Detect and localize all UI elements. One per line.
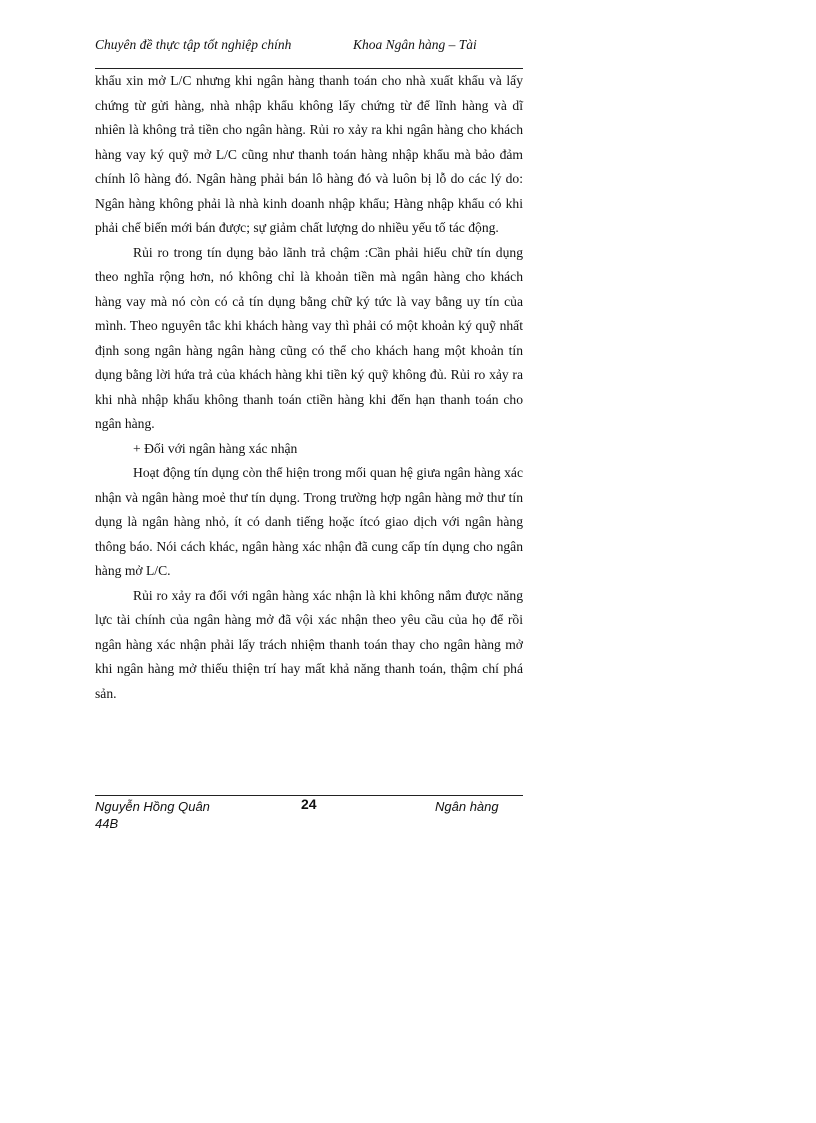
header-faculty: Khoa Ngân hàng – Tài [353,37,477,52]
document-page [95,0,523,1123]
paragraph-import-risk-continued: khẩu xin mở L/C nhưng khi ngân hàng thanh toán cho nhà xuất khẩu và lấy chứng từ gửi hàng, nhà nhập khẩu không lấy chứng từ để lĩnh hàng và dĩ nhiên là không trả tiền cho ngân hàng. Rủi ro xảy ra khi ngân hàng cho khách hàng vay ký quỹ mở L/C cũng như thanh toán hàng nhập khẩu mà bảo đảm chính lô hàng đó. Ngân hàng phải bán lô hàng đó và luôn bị lỗ do các lý do: Ngân hàng không phải là nhà kinh doanh nhập khẩu; Hàng nhập khẩu có khi phải chế biến mới bán được; sự giảm chất lượng do nhiều yếu tố tác động. [95,73,523,235]
document-body [95,69,523,706]
footer-author: Nguyễn Hồng Quân 44B [95,799,210,831]
paragraph-confirming-bank-credit: Hoạt động tín dụng còn thể hiện trong mối quan hệ giưa ngân hàng xác nhận và ngân hàng moẻ thư tín dụng. Trong trường hợp ngân hàng mở thư tín dụng là ngân hàng nhỏ, ít có danh tiếng hoặc ítcó giao dịch với ngân hàng thông báo. Nói cách khác, ngân hàng xác nhận đã cung cấp tín dụng cho ngân hàng mở L/C. [95,465,523,578]
section-heading-confirming-bank: + Đối với ngân hàng xác nhận [133,440,298,456]
paragraph-confirming-bank-risk: Rủi ro xảy ra đối với ngân hàng xác nhận là khi không nắm được năng lực tài chính của ngân hàng mở đã vội xác nhận theo yêu cầu của họ để rồi ngân hàng xác nhận phải lấy trách nhiệm thanh toán thay cho ngân hàng mở khi ngân hàng mở thiếu thiện trí hay mất khả năng thanh toán, thậm chí phá sản. [95,587,523,701]
paragraph-deferred-guarantee-risk: Rủi ro trong tín dụng bảo lãnh trả chậm :Cần phải hiểu chữ tín dụng theo nghĩa rộng hơn, nó không chỉ là khoản tiền mà ngân hàng cho khách hàng vay mà nó còn có cả tín dụng bằng chữ ký tức là vay bằng uy tín của mình. Theo nguyên tắc khi khách hàng vay thì phải có một khoản ký quỹ nhất định song ngân hàng ngân hàng cũng có thể cho khách hang một khoản tín dụng bằng lời hứa trả của khách hàng khi tiền ký quỹ không đủ. Rủi ro xảy ra khi nhà nhập khẩu không thanh toán ctiền hàng khi đến hạn thanh toán cho ngân hàng. [95,244,523,431]
header-report-title: Chuyên đề thực tập tốt nghiệp chính [95,37,292,52]
footer-department: Ngân hàng [435,799,499,814]
page-header [95,36,523,70]
page-footer [95,798,523,834]
page-number: 24 [301,796,317,812]
